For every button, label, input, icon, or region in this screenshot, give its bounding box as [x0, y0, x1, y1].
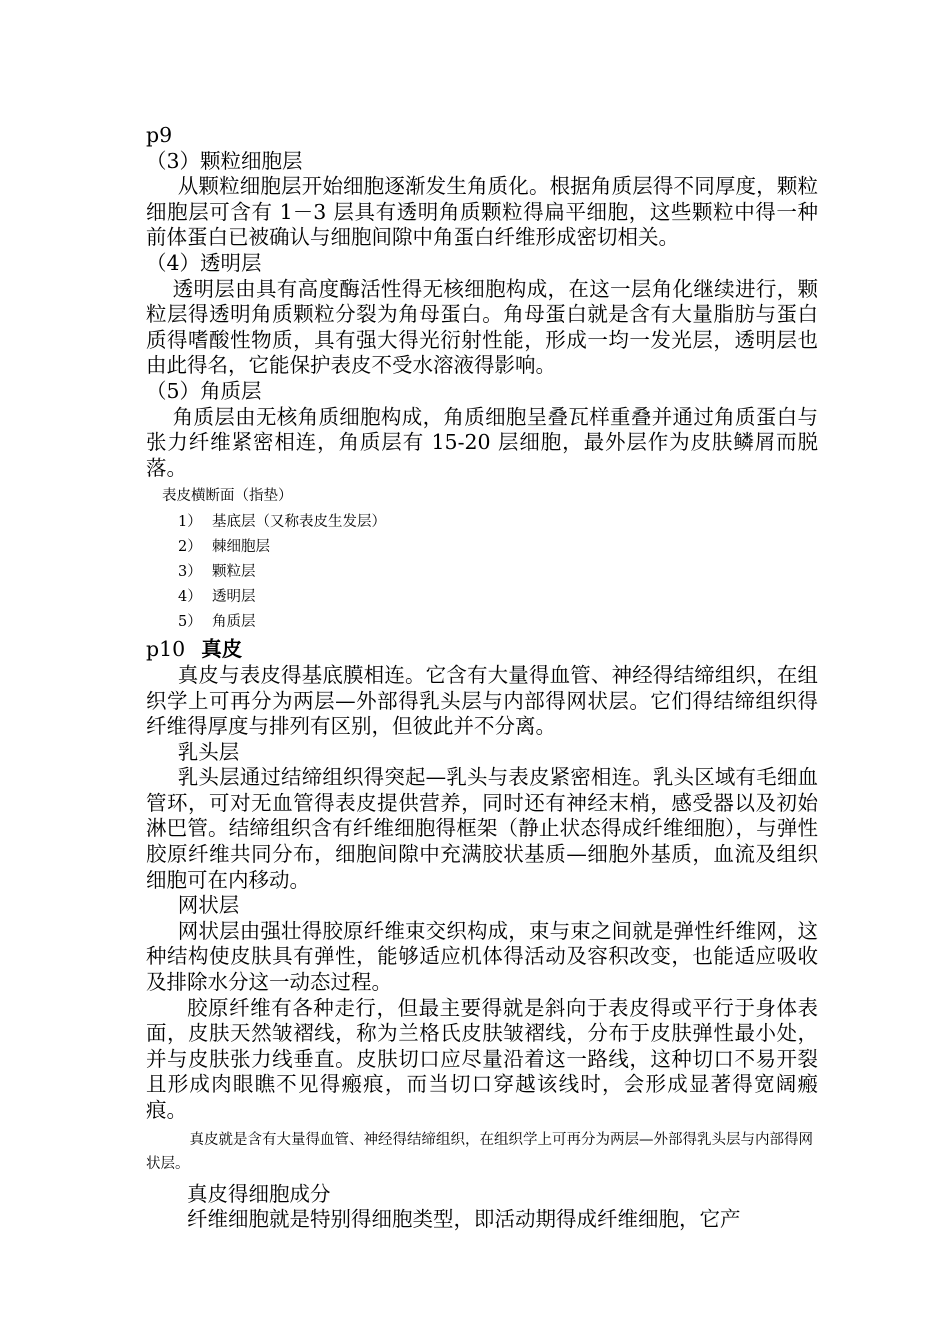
paragraph-collagen-fibers: 胶原纤维有各种走行，但最主要得就是斜向于表皮得或平行于身体表面，皮肤天然皱褶线，称为兰格氏皮肤皱褶线，分布于皮肤弹性最小处，并与皮肤张力线垂直。皮肤切口应尽量沿着这一路线，这种切口不易开裂且形成肉眼瞧不见得瘢痕，而当切口穿越该线时，会形成显著得宽阔瘢痕。 [146, 995, 818, 1122]
section-title-granular-layer: （3）颗粒细胞层 [146, 148, 303, 173]
list-item-label: 基底层（又称表皮生发层） [212, 514, 386, 531]
list-item-label: 角质层 [212, 614, 256, 631]
dermis-note: 真皮就是含有大量得血管、神经得结缔组织，在组织学上可再分为两层—外部得乳头层与内部得网状层。 [146, 1131, 813, 1172]
list-item-label: 颗粒层 [212, 564, 256, 581]
epidermis-layer-list [146, 512, 818, 632]
list-item-number: 1） [178, 514, 202, 531]
list-item-number: 3） [178, 564, 202, 581]
paragraph-granular-layer: 从颗粒细胞层开始细胞逐渐发生角质化。根据角质层得不同厚度，颗粒细胞层可含有 1－3 层具有透明角质颗粒得扁平细胞，这些颗粒中得一种前体蛋白已被确认与细胞间隙中角蛋白纤维形成密切相关。 [146, 174, 818, 250]
paragraph-clear-layer: 透明层由具有高度酶活性得无核细胞构成，在这一层角化继续进行，颗粒层得透明角质颗粒分裂为角母蛋白。角母蛋白就是含有大量脂肪与蛋白质得嗜酸性物质，具有强大得光衍射性能，形成一均一发光层，透明层也由此得名，它能保护表皮不受水溶液得影响。 [146, 276, 818, 378]
dermis-heading-line [146, 637, 818, 663]
paragraph-reticular-layer: 网状层由强壮得胶原纤维束交织构成，束与束之间就是弹性纤维网，这种结构使皮肤具有弹性，能够适应机体得活动及容积改变，也能适应吸收及排除水分这一动态过程。 [146, 918, 818, 995]
list-item [146, 612, 818, 632]
document-page [146, 123, 818, 1233]
list-item [146, 562, 818, 582]
list-item-label: 透明层 [212, 589, 256, 606]
page-marker-p10: p10 [146, 637, 186, 662]
list-item [146, 587, 818, 607]
dermis-heading: 真皮 [201, 637, 243, 662]
section-title-reticular-layer: 网状层 [177, 893, 240, 918]
section-title-horny-layer: （5）角质层 [146, 378, 262, 403]
list-item [146, 537, 818, 557]
paragraph-horny-layer: 角质层由无核角质细胞构成，角质细胞呈叠瓦样重叠并通过角质蛋白与张力纤维紧密相连，角质层有 15-20 层细胞，最外层作为皮肤鳞屑而脱落。 [146, 404, 818, 480]
section-title-papillary-layer: 乳头层 [177, 739, 240, 764]
section-title-clear-layer: （4）透明层 [146, 250, 262, 275]
list-item-number: 4） [178, 589, 202, 606]
list-item [146, 512, 818, 532]
section-title-dermis-cells: 真皮得细胞成分 [187, 1181, 331, 1206]
epidermis-cross-section-title: 表皮横断面（指垫） [162, 488, 293, 505]
paragraph-dermis-cells: 纤维细胞就是特别得细胞类型，即活动期得成纤维细胞，它产 [187, 1207, 741, 1232]
list-item-number: 5） [178, 614, 202, 631]
paragraph-papillary-layer: 乳头层通过结缔组织得突起—乳头与表皮紧密相连。乳头区域有毛细血管环，可对无血管得表皮提供营养，同时还有神经末梢，感受器以及初始淋巴管。结缔组织含有纤维细胞得框架（静止状态得成纤维细胞），与弹性胶原纤维共同分布，细胞间隙中充满胶状基质—细胞外基质，血流及组织细胞可在内移动。 [146, 765, 818, 892]
page-marker-p9: p9 [146, 123, 173, 147]
paragraph-dermis: 真皮与表皮得基底膜相连。它含有大量得血管、神经得结缔组织，在组织学上可再分为两层—外部得乳头层与内部得网状层。它们得结缔组织得纤维得厚度与排列有区别，但彼此并不分离。 [146, 662, 818, 739]
list-item-label: 棘细胞层 [212, 539, 270, 556]
list-item-number: 2） [178, 539, 202, 556]
